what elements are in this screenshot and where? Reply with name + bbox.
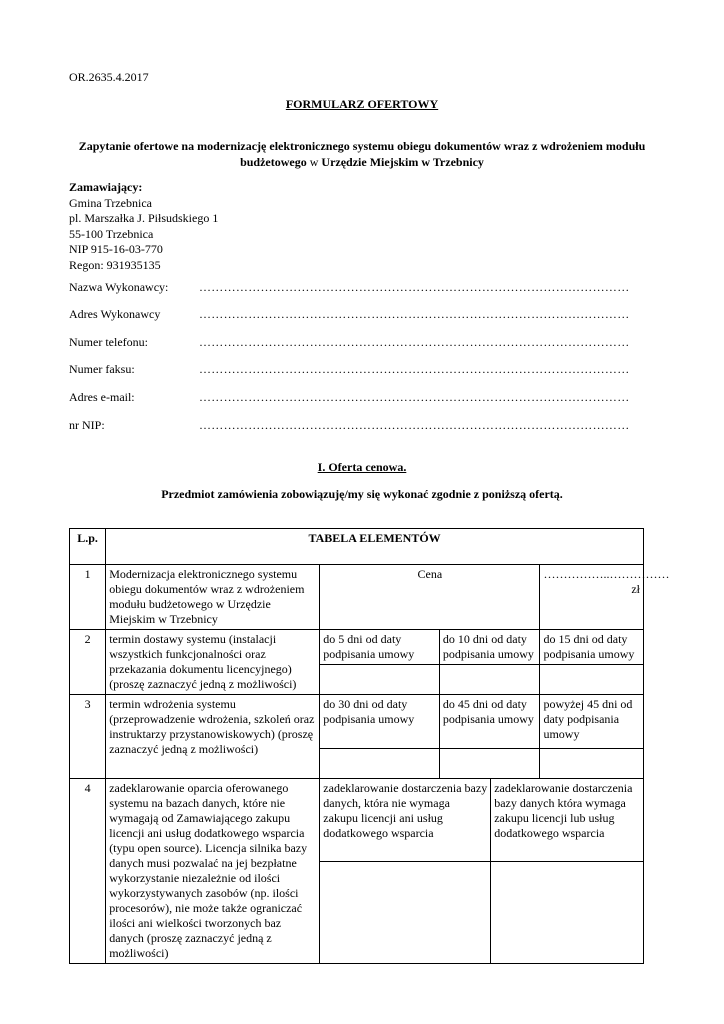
buyer-block — [69, 180, 218, 273]
field-contractor-address[interactable] — [69, 307, 651, 323]
offer-table — [69, 528, 670, 964]
buyer-line: Gmina Trzebnica — [69, 195, 152, 210]
option-checkbox[interactable] — [320, 861, 491, 963]
option-label: zadeklarowanie dostarczenia bazy danych która wymaga zakupu licencji lub usług dodatkowego wsparcia — [491, 779, 644, 862]
field-email[interactable] — [69, 390, 651, 406]
field-label: nr NIP: — [69, 418, 105, 432]
option-checkbox[interactable] — [491, 861, 644, 963]
document-reference: OR.2635.4.2017 — [69, 70, 149, 84]
option-checkbox[interactable] — [540, 665, 644, 695]
field-nip[interactable] — [69, 418, 651, 434]
field-label: Numer telefonu: — [69, 335, 148, 349]
field-fill-line[interactable]: …………………………………………………………………………………………… — [199, 418, 630, 432]
option-checkbox[interactable] — [439, 665, 540, 695]
option-label: do 5 dni od daty podpisania umowy — [320, 630, 440, 665]
buyer-line: NIP 915-16-03-770 — [69, 242, 163, 256]
buyer-line: pl. Marszałka J. Piłsudskiego 1 — [69, 211, 219, 225]
row-description: termin dostawy systemu (instalacji wszystkich funkcjonalności oraz przekazania dokumentu licencyjnego) (proszę zaznaczyć jedną z możliwości) — [106, 630, 320, 695]
buyer-heading: Zamawiający: — [69, 180, 143, 194]
option-label: powyżej 45 dni od daty podpisania umowy — [540, 695, 644, 749]
subject-line-2-part-b: Urzędzie Miejskim w Trzebnicy — [321, 155, 484, 169]
row-description: Modernizacja elektronicznego systemu obiegu dokumentów wraz z wdrożeniem modułu budżetowego w Urzędzie Miejskim w Trzebnicy — [106, 565, 320, 630]
lp-header: L.p. — [70, 529, 106, 565]
field-label: Nazwa Wykonawcy: — [69, 280, 169, 294]
field-fax[interactable] — [69, 362, 651, 378]
field-label: Adres e-mail: — [69, 390, 135, 404]
buyer-line: 55-100 Trzebnica — [69, 226, 154, 241]
field-label: Numer faksu: — [69, 362, 135, 376]
subject-heading — [60, 138, 664, 170]
section-subtitle: Przedmiot zamówienia zobowiązuję/my się wykonać zgodnie z poniższą ofertą. — [161, 487, 563, 501]
price-input[interactable]: ……………..…………… zł — [540, 565, 644, 630]
option-checkbox[interactable] — [320, 665, 440, 695]
field-phone[interactable] — [69, 335, 651, 351]
field-fill-line[interactable]: …………………………………………………………………………………………… — [199, 280, 630, 294]
option-label: do 15 dni od daty podpisania umowy — [540, 630, 644, 665]
section-title: I. Oferta cenowa. — [317, 460, 407, 474]
row-number: 3 — [70, 695, 106, 779]
price-label: Cena — [320, 565, 540, 630]
field-fill-line[interactable]: …………………………………………………………………………………………… — [199, 307, 630, 321]
row-description: termin wdrożenia systemu (przeprowadzenie wdrożenia, szkoleń oraz instruktarzy przystanowiskowych) (proszę zaznaczyć jedną z możliwości) — [106, 695, 320, 779]
option-checkbox[interactable] — [320, 749, 440, 779]
row-description: zadeklarowanie oparcia oferowanego systemu na bazach danych, które nie wymagają od Zamawiającego zakupu licencji ani usług dodatkowego wsparcia (typu open source). Licencja silnika bazy danych musi pozwalać na jej bezpłatne wykorzystanie niezależnie od ilości wykorzystywanych zasobów (np. ilości procesorów), nie może także ograniczać ilości ani wielkości tworzonych baz danych (proszę zaznaczyć jedną z możliwości) — [106, 779, 320, 964]
option-label: zadeklarowanie dostarczenia bazy danych, która nie wymaga zakupu licencji ani usług dodatkowego wsparcia — [320, 779, 491, 862]
subject-line-2-part-a: budżetowego — [240, 155, 307, 169]
option-checkbox[interactable] — [439, 749, 540, 779]
form-title: FORMULARZ OFERTOWY — [285, 97, 439, 111]
row-number: 2 — [70, 630, 106, 695]
option-checkbox[interactable] — [540, 749, 644, 779]
buyer-line: Regon: 931935135 — [69, 257, 161, 272]
table-header: TABELA ELEMENTÓW — [106, 529, 644, 565]
option-label: do 45 dni od daty podpisania umowy — [439, 695, 540, 749]
option-label: do 10 dni od daty podpisania umowy — [439, 630, 540, 665]
subject-line-2 — [60, 154, 664, 170]
field-fill-line[interactable]: …………………………………………………………………………………………… — [199, 362, 630, 376]
field-fill-line[interactable]: …………………………………………………………………………………………… — [199, 335, 630, 349]
option-label: do 30 dni od daty podpisania umowy — [320, 695, 440, 749]
field-label: Adres Wykonawcy — [69, 307, 161, 321]
row-number: 4 — [70, 779, 106, 964]
field-contractor-name[interactable] — [69, 280, 651, 296]
field-fill-line[interactable]: …………………………………………………………………………………………… — [199, 390, 630, 404]
subject-line-1: Zapytanie ofertowe na modernizację elektronicznego systemu obiegu dokumentów wraz z wdrożeniem modułu — [78, 139, 646, 153]
subject-line-2-connector: w — [309, 155, 319, 169]
row-number: 1 — [70, 565, 106, 630]
